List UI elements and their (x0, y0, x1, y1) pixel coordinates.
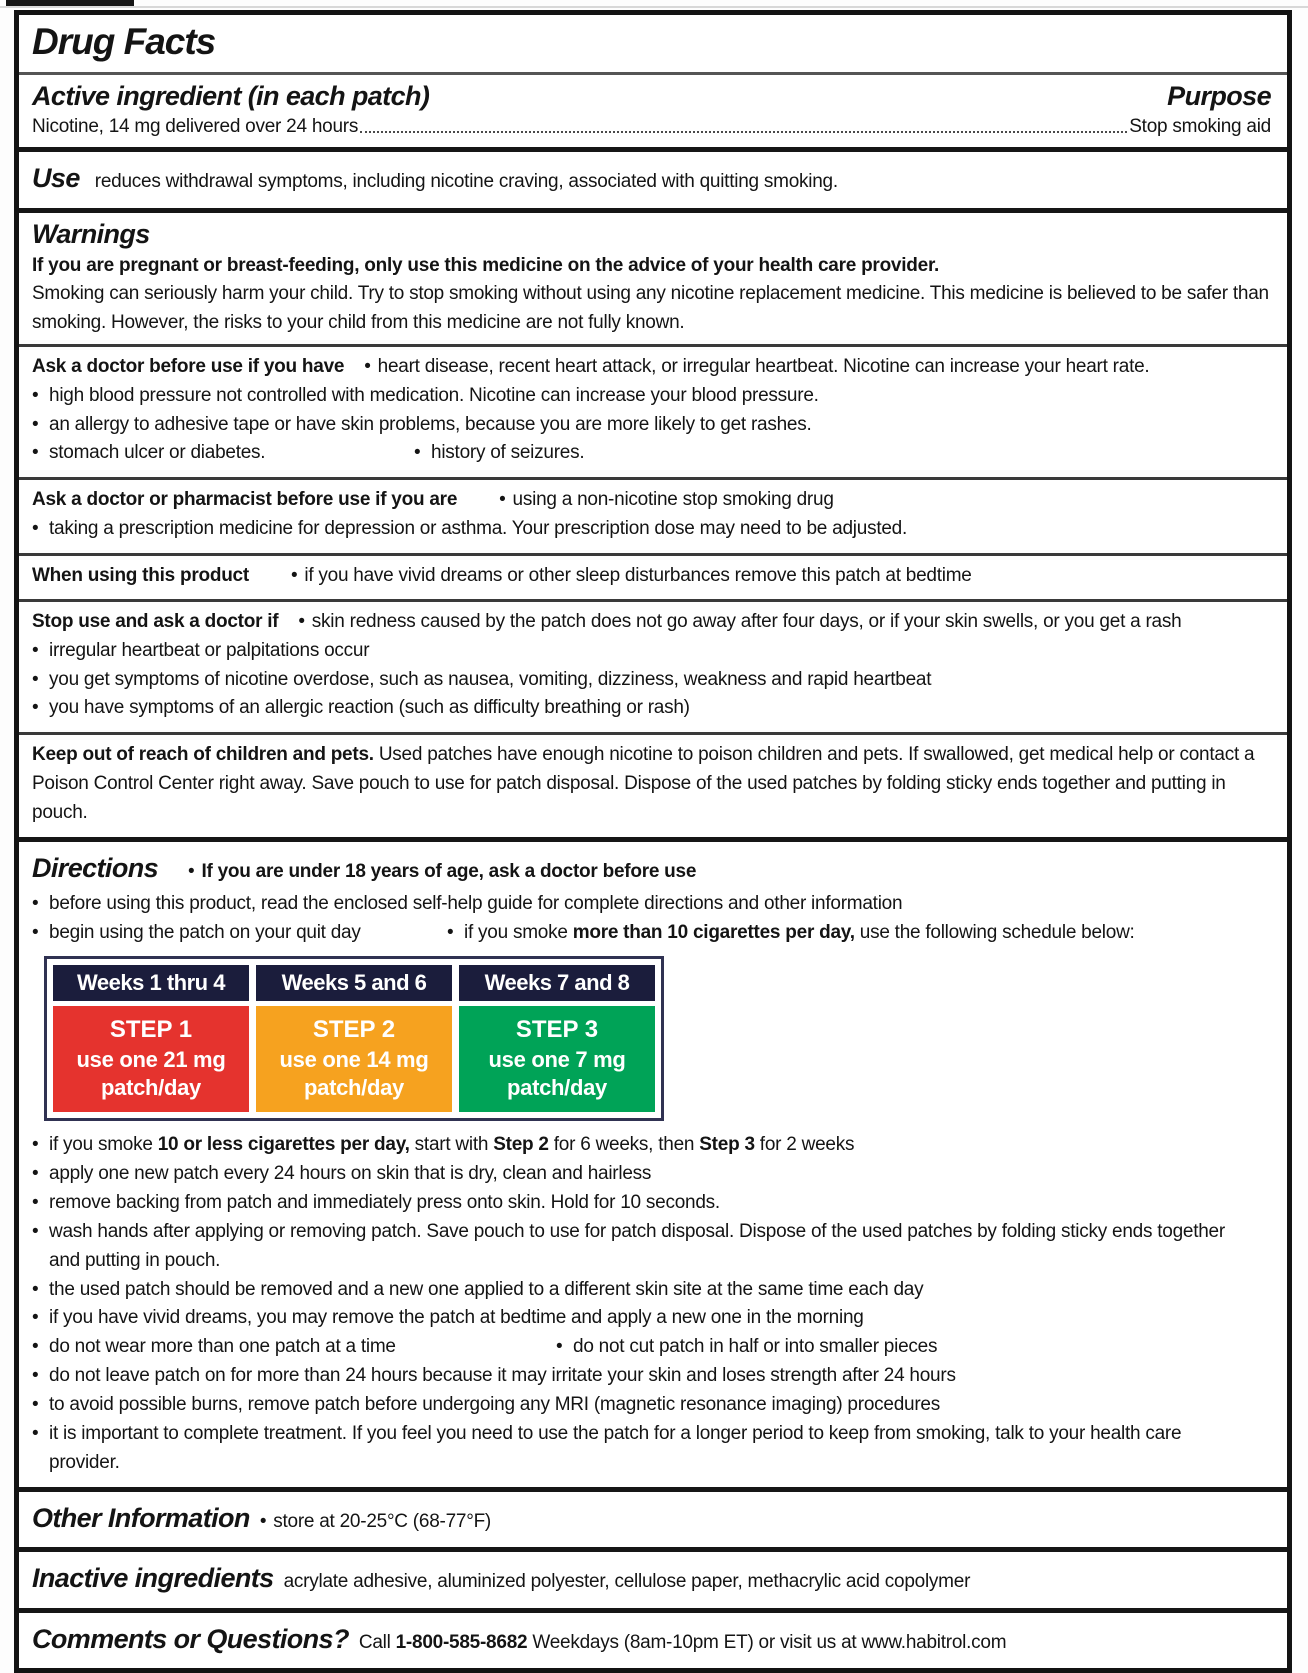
schedule-step-cell (53, 1006, 249, 1112)
when-using-bullet-text: if you have vivid dreams or other sleep disturbances remove this patch at bedtime (304, 564, 972, 586)
active-ingredient-header-row (32, 81, 1271, 112)
smoke-more-bold: more than 10 cigarettes per day, (572, 922, 855, 944)
bullet-icon: • (32, 697, 39, 719)
schedule-weeks-header: Weeks 1 thru 4 (53, 965, 249, 1001)
schedule-weeks-header: Weeks 7 and 8 (459, 965, 655, 1001)
directions-under18: If you are under 18 years of age, ask a doctor before use (201, 860, 697, 882)
bullet-icon: • (32, 1336, 39, 1358)
directions-pair-left (32, 1333, 556, 1362)
smoke-less-mid1: start with (409, 1134, 494, 1156)
ask-doctor-section (19, 344, 1287, 477)
bullet-icon: • (188, 860, 195, 882)
other-information-section (19, 1487, 1287, 1548)
directions-bullet (32, 1160, 1271, 1189)
bullet-icon: • (32, 517, 39, 539)
step-dose: use one 14 mg (279, 1046, 429, 1072)
bullet-icon: • (32, 442, 39, 464)
ask-doctor-pair-left-text: stomach ulcer or diabetes. (49, 442, 266, 464)
stop-use-headline (32, 608, 1271, 637)
inactive-ingredients-heading: Inactive ingredients (32, 1563, 274, 1594)
dotted-leader (360, 130, 1127, 133)
stop-use-bullet (32, 637, 1271, 666)
schedule-step-cell (459, 1006, 655, 1112)
active-ingredient-section (19, 72, 1287, 147)
schedule-step-cell (256, 1006, 452, 1112)
smoke-more-pre: if you smoke (464, 922, 573, 944)
ask-doctor-bullet-pair (32, 439, 1271, 468)
stop-use-bullet-text: you get symptoms of nicotine overdose, such as nausea, vomiting, dizziness, weakness and rapid heartbeat (49, 668, 932, 690)
purpose-heading: Purpose (1167, 80, 1271, 111)
bullet-icon: • (298, 611, 305, 633)
stop-use-section (19, 599, 1287, 732)
directions-bullet (32, 1420, 1271, 1478)
ask-pharmacist-first-bullet: using a non-nicotine stop smoking drug (512, 489, 834, 511)
bullet-icon: • (414, 442, 421, 464)
bullet-icon: • (32, 1191, 39, 1213)
directions-smoke-less (32, 1131, 1271, 1160)
active-ingredient-heading: Active ingredient (in each patch) (32, 80, 430, 111)
smoke-less-post: for 2 weeks (754, 1134, 855, 1156)
use-heading: Use (32, 162, 80, 193)
directions-bullet (32, 1391, 1271, 1420)
directions-bullet-pair (32, 1333, 1271, 1362)
when-using-section (19, 553, 1287, 600)
comments-section (19, 1608, 1287, 1669)
stop-use-first-bullet: skin redness caused by the patch does not go away after four days, or if your skin swells, or you get a rash (311, 611, 1182, 633)
stop-use-heading: Stop use and ask a doctor if (32, 611, 279, 633)
bullet-icon: • (32, 922, 39, 944)
directions-quitday-text: begin using the patch on your quit day (49, 922, 361, 944)
directions-selfhelp-text: before using this product, read the enclosed self-help guide for complete directions and other information (49, 893, 903, 915)
purpose-value: Stop smoking aid (1129, 115, 1271, 137)
drug-facts-title: Drug Facts (32, 21, 216, 62)
step-frequency: patch/day (101, 1075, 201, 1101)
directions-bullet-text: it is important to complete treatment. If you feel you need to use the patch for a longer period to keep from smoking, talk to your health care provider. (49, 1422, 1182, 1473)
keep-out-text: Used patches have enough nicotine to poison children and pets. If swallowed, get medical help or contact a Poison Control Center right away. Save pouch to use for patch disposal. Dispose of the used patches by folding sticky ends together and putting in pouch. (32, 744, 1255, 824)
step-frequency: patch/day (304, 1075, 404, 1101)
bullet-icon: • (32, 1394, 39, 1416)
bullet-icon: • (32, 1422, 39, 1444)
directions-bullet-selfhelp (32, 890, 1271, 919)
ask-pharmacist-headline (32, 486, 1271, 515)
when-using-heading: When using this product (32, 564, 249, 586)
bullet-icon: • (259, 1510, 267, 1532)
other-information-heading: Other Information (32, 1502, 250, 1533)
ask-doctor-bullet-text: an allergy to adhesive tape or have skin problems, because you are more likely to get rashes. (49, 413, 812, 435)
ask-doctor-pair-right-text: history of seizures. (431, 442, 585, 464)
directions-bullet (32, 1304, 1271, 1333)
warnings-pregnant-text: Smoking can seriously harm your child. Try to stop smoking without using any nicotine replacement medicine. This medicine is believed to be safer than smoking. However, the risks to your child from this medicine are not fully known. (32, 283, 1269, 334)
directions-quitday (32, 919, 447, 948)
ask-pharmacist-heading: Ask a doctor or pharmacist before use if you are (32, 489, 458, 511)
bullet-icon: • (32, 1134, 39, 1156)
bullet-icon: • (32, 1220, 39, 1242)
schedule-column-step1 (53, 965, 249, 1112)
warnings-heading: Warnings (32, 218, 150, 249)
schedule-column-step3 (459, 965, 655, 1112)
comments-post: Weekdays (8am-10pm ET) or visit us at www.habitrol.com (527, 1631, 1007, 1653)
other-information-line (32, 1498, 1271, 1539)
use-paragraph (32, 158, 1271, 199)
bullet-icon: • (32, 639, 39, 661)
step-frequency: patch/day (507, 1075, 607, 1101)
directions-smoke-less-text (49, 1131, 854, 1160)
bullet-icon: • (556, 1336, 563, 1358)
comments-text (359, 1629, 1006, 1658)
directions-bullet-text: remove backing from patch and immediately press onto skin. Hold for 10 seconds. (49, 1191, 720, 1213)
smoke-more-post: use the following schedule below: (854, 922, 1135, 944)
inactive-ingredients-section (19, 1547, 1287, 1608)
directions-quitday-row (32, 919, 1271, 948)
comments-heading: Comments or Questions? (32, 1623, 349, 1654)
active-ingredient-value: Nicotine, 14 mg delivered over 24 hours (32, 115, 359, 137)
bullet-icon: • (447, 922, 454, 944)
inactive-ingredients-text: acrylate adhesive, aluminized polyester, cellulose paper, methacrylic acid copolymer (283, 1571, 971, 1593)
warnings-section (19, 208, 1287, 345)
step-label: STEP 1 (109, 1016, 193, 1044)
comments-phone: 1-800-585-8682 (395, 1631, 528, 1653)
warnings-pregnant-bold: If you are pregnant or breast-feeding, only use this medicine on the advice of your health care provider. (32, 254, 940, 276)
use-text: reduces withdrawal symptoms, including nicotine craving, associated with quitting smoking. (94, 170, 838, 192)
directions-headline (32, 848, 1271, 889)
directions-bullet-text: do not leave patch on for more than 24 hours because it may irritate your skin and loses strength after 24 hours (49, 1365, 956, 1387)
comments-line (32, 1619, 1271, 1660)
schedule-weeks-header: Weeks 5 and 6 (256, 965, 452, 1001)
directions-pair-right-text: do not cut patch in half or into smaller pieces (573, 1336, 938, 1358)
stop-use-bullet (32, 666, 1271, 695)
step-dose: use one 7 mg (488, 1046, 626, 1072)
keep-out-paragraph (32, 741, 1271, 828)
bullet-icon: • (32, 384, 39, 406)
smoke-less-mid2: for 6 weeks, then (548, 1134, 700, 1156)
stop-use-bullet (32, 694, 1271, 723)
step-label: STEP 2 (312, 1016, 396, 1044)
smoke-less-bold2: Step 2 (493, 1134, 549, 1156)
step-label: STEP 3 (515, 1016, 599, 1044)
other-information-text: store at 20-25°C (68-77°F) (273, 1510, 492, 1532)
ask-pharmacist-bullet-text: taking a prescription medicine for depression or asthma. Your prescription dose may need to be adjusted. (49, 517, 908, 539)
directions-smoke-more-text (464, 919, 1135, 948)
stop-use-bullet-text: you have symptoms of an allergic reaction (such as difficulty breathing or rash) (49, 697, 690, 719)
smoke-less-pre: if you smoke (49, 1134, 158, 1156)
bullet-icon: • (32, 413, 39, 435)
bullet-icon: • (32, 668, 39, 690)
smoke-less-bold1: 10 or less cigarettes per day, (157, 1134, 410, 1156)
directions-bullet (32, 1189, 1271, 1218)
schedule-column-step2 (256, 965, 452, 1112)
when-using-headline (32, 562, 1271, 591)
inactive-ingredients-line (32, 1558, 1271, 1599)
ask-doctor-pair-left (32, 439, 414, 468)
ask-doctor-headline (32, 353, 1271, 382)
ask-doctor-bullet-text: high blood pressure not controlled with medication. Nicotine can increase your blood pressure. (49, 384, 819, 406)
active-ingredient-row (32, 116, 1271, 138)
scan-edge-shadow (0, 6, 1308, 8)
directions-bullet-text: if you have vivid dreams, you may remove the patch at bedtime and apply a new one in the morning (49, 1307, 864, 1329)
bullet-icon: • (32, 1278, 39, 1300)
keep-out-bold: Keep out of reach of children and pets. (32, 744, 374, 766)
bullet-icon: • (32, 893, 39, 915)
directions-bullet-text: wash hands after applying or removing patch. Save pouch to use for patch disposal. Dispose of the used patches by folding sticky ends together and putting in pouch. (49, 1220, 1225, 1271)
use-section (19, 147, 1287, 208)
bullet-icon: • (32, 1307, 39, 1329)
directions-section (19, 837, 1287, 1487)
ask-pharmacist-bullet (32, 515, 1271, 544)
bullet-icon: • (364, 356, 371, 378)
directions-bullet (32, 1276, 1271, 1305)
directions-pair-right (556, 1333, 937, 1362)
directions-pair-left-text: do not wear more than one patch at a time (49, 1336, 396, 1358)
directions-smoke-more (447, 919, 1135, 948)
directions-bullet-text: to avoid possible burns, remove patch before undergoing any MRI (magnetic resonance imaging) procedures (49, 1394, 940, 1416)
smoke-less-bold3: Step 3 (699, 1134, 755, 1156)
directions-bullet (32, 1218, 1271, 1276)
bullet-icon: • (32, 1365, 39, 1387)
directions-heading: Directions (32, 852, 159, 883)
ask-doctor-pair-right (414, 439, 584, 468)
ask-doctor-first-bullet: heart disease, recent heart attack, or irregular heartbeat. Nicotine can increase your heart rate. (377, 356, 1150, 378)
ask-pharmacist-section (19, 477, 1287, 552)
bullet-icon: • (499, 489, 506, 511)
bullet-icon: • (32, 1163, 39, 1185)
stop-use-bullet-text: irregular heartbeat or palpitations occur (49, 639, 370, 661)
ask-doctor-bullet (32, 411, 1271, 440)
comments-pre: Call (358, 1631, 396, 1653)
bullet-icon: • (290, 564, 298, 586)
step-schedule-table (44, 956, 664, 1121)
ask-doctor-heading: Ask a doctor before use if you have (32, 356, 345, 378)
step-dose: use one 21 mg (76, 1046, 226, 1072)
ask-doctor-bullet (32, 382, 1271, 411)
drug-facts-label (14, 10, 1292, 1673)
directions-bullet-text: the used patch should be removed and a new one applied to a different skin site at the same time each day (49, 1278, 924, 1300)
keep-out-section (19, 732, 1287, 837)
directions-bullet (32, 1362, 1271, 1391)
directions-bullet-text: apply one new patch every 24 hours on skin that is dry, clean and hairless (49, 1163, 652, 1185)
